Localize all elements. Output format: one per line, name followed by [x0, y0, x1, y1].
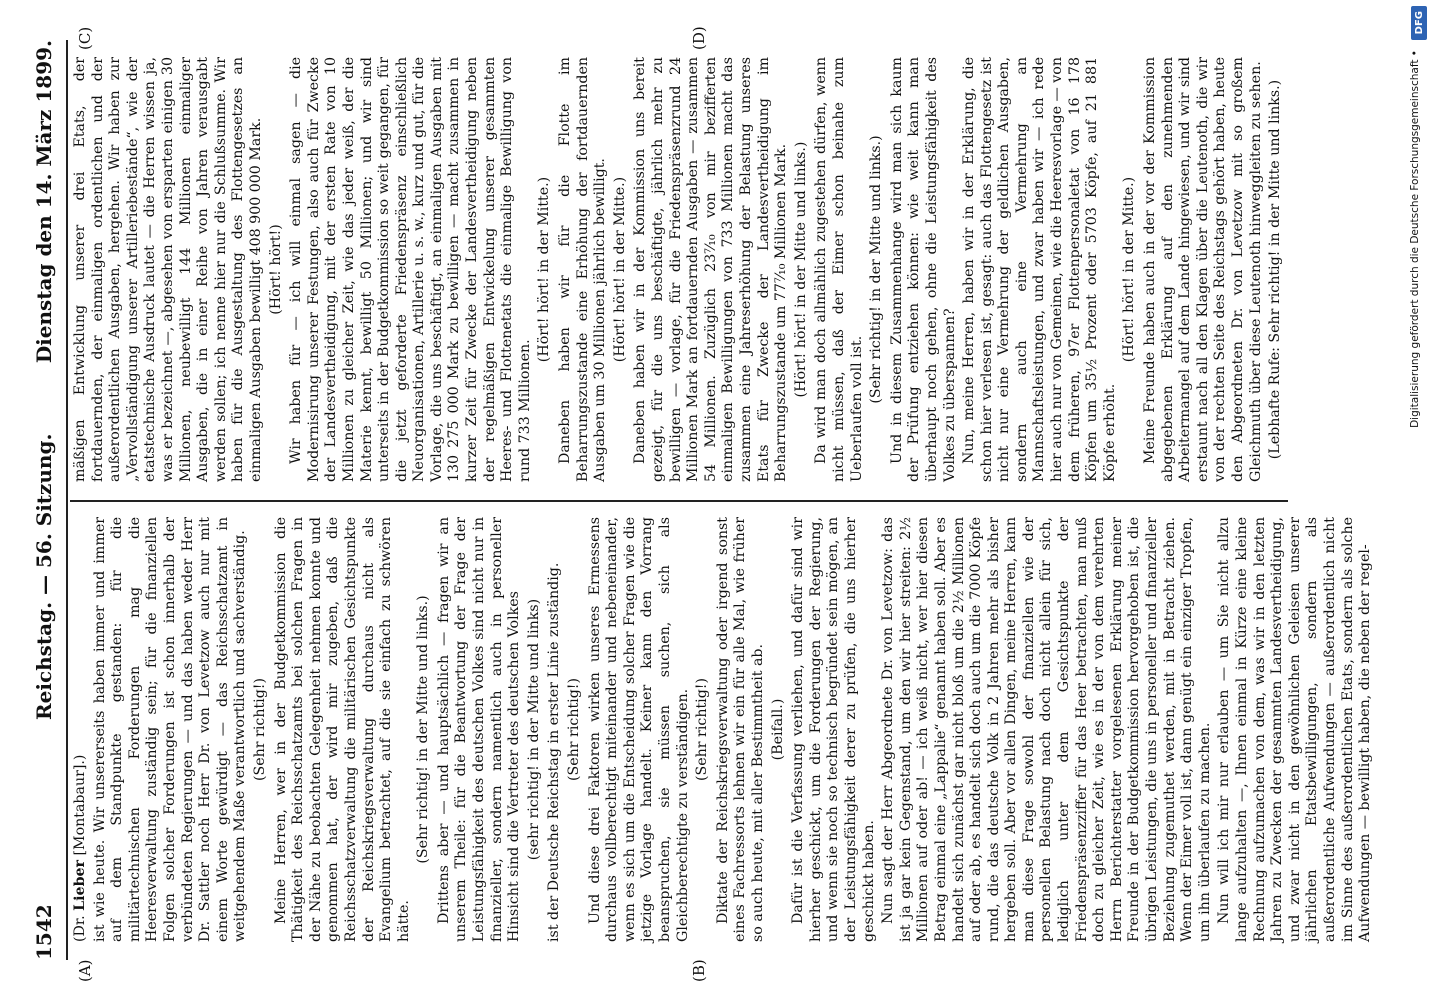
margin-mark-c: (C) — [76, 26, 94, 50]
right-column — [72, 57, 1287, 482]
speaker-constituency: [Montabaur].) — [72, 754, 88, 856]
paragraph: Dafür ist die Verfassung verliehen, und dafür sind wir hierher geschickt, um die Forderungen der Regierung, und wenn sie noch so technisch begründet sein mögen, an der Leistungsfähigkeit derer zu prüfen, die uns hierher geschickt haben. — [790, 517, 877, 942]
paragraph: Daneben haben wir in der Kommission uns bereit gezeigt, für die uns beschäftigte, jährlich mehr zu bewilligen — vorlage, für die Friedenspräsenzrund 24 Millionen Mark an fortdauernden Ausgaben — zusammen 54 Millionen. Zuzüglich 23⁷⁄₁₀ von mir bezifferten einmaligen Bewilligungen von 733 Millionen macht das zusammen eine Jahreserhöhung der Belastung unseres Etats für Zwecke der Landesvertheidigung im Beharrungszustande um 77⁷⁄₁₀ Millionen Mark. — [632, 57, 790, 482]
digitization-credit — [1408, 6, 1432, 994]
left-column — [72, 517, 1374, 942]
paragraph: mäßigen Entwicklung unserer drei Etats, der fortdauernden, der einmaligen ordentlichen und der außerordentlichen Ausgaben, hergehen. Wir haben zur „Vervollständigung unserer Artilleriebestände“, wie der etatstechnische Ausdruck lautet — die Herren wissen ja, was er bezeichnet —, abgesehen von ersparten einigen 30 Millionen, neubewilligt 144 Millionen einmaliger Ausgaben, die in einer Reihe von Jahren verausgabt werden sollen; ich nenne hier nur die Schlußsumme. Wir haben für die Ausgestaltung des Flottengesetzes an einmaligen Ausgaben bewilligt 408 900 000 Mark. — [72, 57, 264, 482]
session-date: Dienstag den 14. März 1899. — [32, 40, 56, 364]
interjection: (Hört! hört! in der Mitte.) — [1121, 176, 1138, 363]
paragraph: Diktate der Reichskriegsverwaltung oder irgend sonst eines Fachressorts lehnen wir ein für alle Mal, wie früher so auch heute, mit aller Bestimmtheit ab. — [714, 517, 766, 942]
interjection: (Sehr richtig!) — [694, 677, 711, 782]
margin-mark-a: (A) — [76, 959, 94, 982]
interjection: (Sehr richtig! in der Mitte und links.) — [415, 595, 432, 864]
credit-note: Digitalisierung gefördert durch die Deutsche Forschungsgemeinschaft • — [1409, 50, 1421, 428]
speaker-line — [72, 517, 90, 942]
paragraph: Und in diesem Zusammenhange wird man sich kaum der Prüfung entziehen können: wie weit kann man überhaupt noch gehen, ohne die Leistungsfähigkeit des Volkes zu überspannen? — [888, 57, 958, 482]
interjection: (Hört! hört! in der Mitte und links.) — [792, 141, 809, 398]
paragraph: Nun sagt der Herr Abgeordnete Dr. von Levetzow: das ist ja gar kein Gegenstand, um den wir hier streiten: 2½ Millionen auf oder ab! — ich weiß nicht, wer hier diesen Betrag einmal eine „Lappalie“ genannt haben soll. Aber es handelt sich zunächst gar nicht bloß um die 2½ Millionen auf oder ab, es handelt sich doch auch um die 7000 Köpfe rund, die das deutsche Volk in 2 Jahren mehr als bisher hergeben soll. Aber vor allen Dingen, meine Herren, kann man diese Frage sowohl der finanziellen wie der personellen Belastung nach doch nicht allein für sich, lediglich unter dem Gesichtspunkte der Friedenspräsenzziffer für das Heer betrachten, man muß doch zu gleicher Zeit, wie es in der von dem verehrten Herrn Berichterstatter vorgelesenen Erklärung meiner Freunde in der Budgetkommission hervorgehoben ist, die übrigen Leistungen, die uns in personeller und finanzieller Beziehung zugemuthet werden, mit in Betracht ziehen. Wenn der Eimer voll ist, dann genügt ein einziger Tropfen, um ihn überlaufen zu machen. — [880, 517, 1213, 942]
page-title: Reichstag. — 56. Sitzung. — [32, 433, 56, 720]
paragraph: ist der Deutsche Reichstag in erster Linie zuständig. — [546, 562, 563, 942]
interjection: (Hört! hört!) — [267, 224, 284, 315]
interjection: (Hört! hört! in der Mitte.) — [611, 176, 628, 363]
speaker-name: Lieber — [72, 860, 88, 911]
paragraph: Meine Freunde haben auch in der vor der Kommission abgegebenen Erklärung auf den zunehmenden Arbeitermangel auf dem Lande hingewiesen, und wir sind erstaunt nach all den Klagen über die Leutenoth, die wir von der rechten Seite des Reichstags gehört haben, heute den Abgeordneten Dr. von Levetzow mit so großem Gleichmuth über diese Leutenoth hinweggleiten zu sehen. — [1142, 57, 1264, 482]
paragraph: Wir haben für — ich will einmal sagen — die Modernisirung unserer Festungen, also auch für Zwecke der Landesvertheidigung, mit der ersten Rate von 10 Millionen zu gleicher Zeit, wie das jeder weiß, der die Materie kennt, bewilligt 50 Millionen; und wir sind unterseits in der Budgetkommission so weit gegangen, für die jetzt geforderte Friedenspräsenz einschließlich Neuorganisationen, Artillerie u. s. w., kurz und gut, für die Vorlage, die uns beschäftigt, an einmaligen Ausgaben mit 130 275 000 Mark zu bewilligen — macht zusammen in kurzer Zeit für Zwecke der Landesvertheidigung neben der regelmäßigen Entwickelung unserer gesammten Heeres- und Flottenetats die einmalige Bewilligung von rund 733 Millionen. — [288, 57, 533, 482]
page-header — [26, 40, 64, 960]
interjection: (Sehr richtig! in der Mitte und links.) — [868, 135, 885, 404]
interjection: (Hört! hört! in der Mitte.) — [536, 176, 553, 363]
paragraph: Drittens aber — und hauptsächlich — fragen wir an unserem Theile: für die Beantwortung der Frage der Leistungsfähigkeit des deutschen Volkes sind nicht nur in finanzieller, sondern namentlich auch in personeller Hinsicht sind die Vertreter des deutschen Volkes — [435, 517, 523, 942]
column-divider — [70, 500, 1288, 502]
margin-mark-b: (B) — [690, 959, 708, 982]
paragraph: Da wird man doch allmählich zugestehen dürfen, wenn nicht müssen, daß der Eimer schon beinahe zum Ueberlaufen voll ist. — [813, 57, 865, 482]
speaker-prefix: (Dr. — [72, 915, 88, 942]
interjection: (sehr richtig! in der Mitte und links) — [525, 598, 542, 861]
paragraph: Daneben haben wir für die Flotte im Beharrungszustande eine Erhöhung der fortdauernden Ausgaben um 30 Millionen jährlich bewilligt. — [557, 57, 609, 482]
interjection: (Sehr richtig!) — [566, 677, 583, 782]
page-number: 1542 — [32, 904, 56, 960]
paragraph: Nun, meine Herren, haben wir in der Erklärung, die schon hier verlesen ist, gesagt: auch das Flottengesetz ist nicht nur eine Vermehrung der geldlichen Ausgaben, sondern auch eine Vermehrung an Mannschaftsleistungen, und zwar haben wir — ich rede hier auch nur von Gemeinen, wie die Heeresvorlage — von dem früheren, 97er Flottenpersonaletat von 16 178 Köpfen um 35½ Prozent oder 5703 Köpfe, auf 21 881 Köpfe erhöht. — [961, 57, 1118, 482]
paragraph: ist wie heute. Wir unsererseits haben immer und immer auf dem Standpunkte gestanden: für die militärtechnischen Forderungen mag die Heeresverwaltung zuständig sein; für die finanziellen Folgen solcher Forderungen ist schon innerhalb der verbündeten Regierungen — und das haben weder Herr Dr. Sattler noch Herr Dr. von Levetzow auch nur mit einem Worte gewürdigt — das Reichsschatzamt in weitgehendem Maße verantwortlich und sachverständig. — [91, 517, 249, 942]
paragraph: Und diese drei Faktoren wirken unseres Ermessens durchaus vollberechtigt miteinander und nebeneinander, wenn es sich um die Entscheidung solcher Fragen wie die jetzige Vorlage handelt. Keiner kann den Vorrang beanspruchen, sie müssen suchen, sich als Gleichberechtigte zu verständigen. — [586, 517, 691, 942]
paragraph: Nun will ich mir nur erlauben — um Sie nicht allzu lange aufzuhalten —, Ihnen einmal in Kürze eine kleine Rechnung aufzumachen von dem, was wir in den letzten Jahren zu Zwecken der gesammten Landesvertheidigung, und zwar nicht in den gewöhnlichen Geleisen unserer jährlichen Etatsbewilligungen, sondern als außerordentliche Aufwendungen — außerordentlich nicht im Sinne des außerordentlichen Etats, sondern als solche Aufwendungen — bewilligt haben, die neben der regel- — [1216, 517, 1374, 942]
header-divider — [66, 40, 68, 960]
dfg-logo-text: DFG — [1413, 11, 1425, 35]
interjection: (Sehr richtig!) — [251, 677, 268, 782]
interjection: (Lebhafte Rufe: Sehr richtig! in der Mitte und links.) — [1267, 79, 1284, 460]
paragraph: Meine Herren, wer in der Budgetkommission die Thätigkeit des Reichsschatzamts bei solchen Fragen in der Nähe zu beobachten Gelegenheit nehmen konnte und genommen hat, der wird mir zugeben, daß die Reichsschatzverwaltung die militärischen Gesichtspunkte der Reichskriegsverwaltung durchaus nicht als Evangelium betrachtet, auf die sie einfach zu schwören hätte. — [272, 517, 412, 942]
margin-mark-d: (D) — [690, 26, 708, 50]
interjection: (Beifall.) — [769, 698, 786, 761]
dfg-logo — [1411, 6, 1427, 40]
